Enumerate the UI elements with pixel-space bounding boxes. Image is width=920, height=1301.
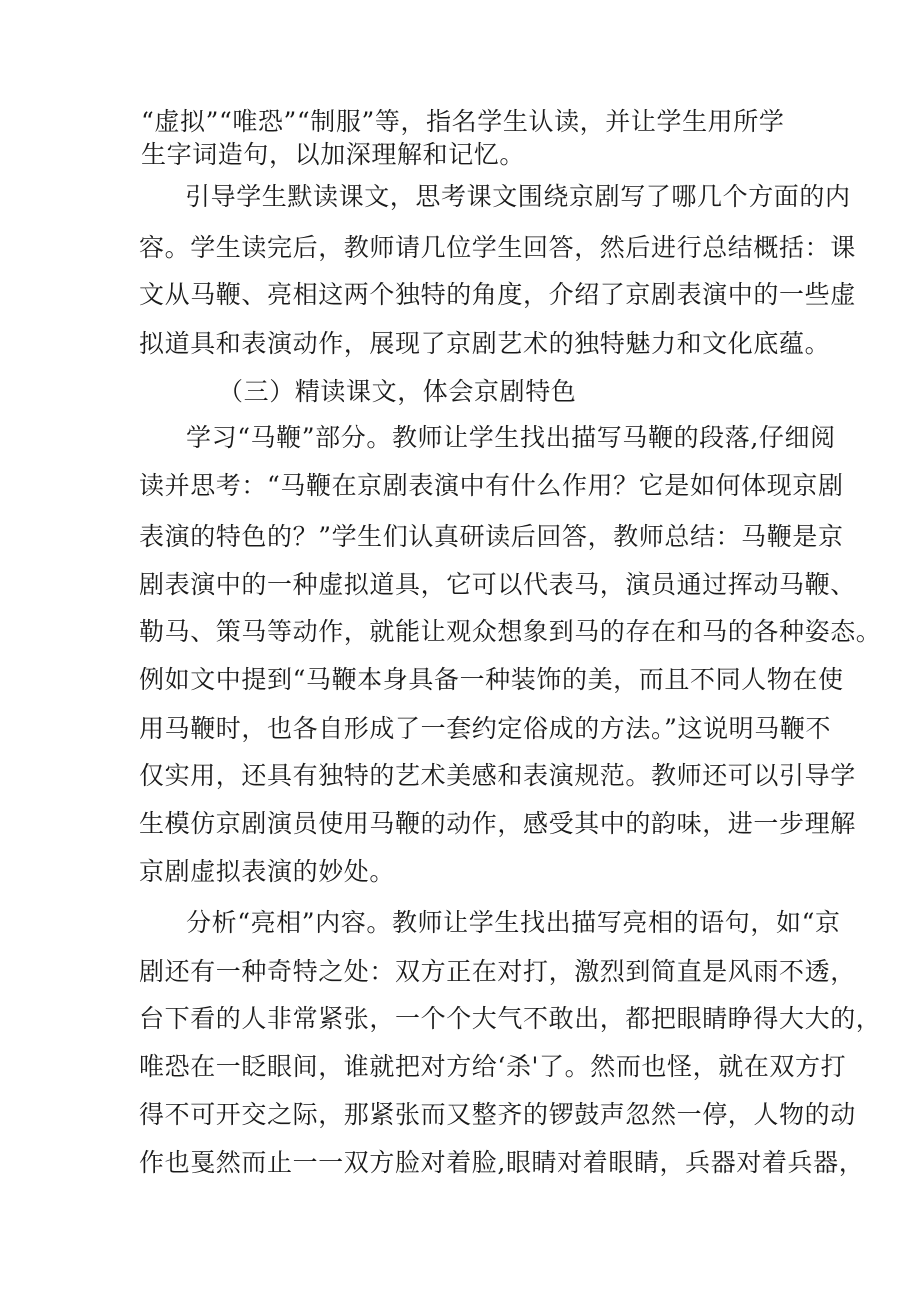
text-line: 京剧虚拟表演的妙处。: [139, 857, 396, 886]
text-line: “虚拟”“唯恐”“制服”等，指名学生认读，并让学生用所学: [141, 107, 785, 136]
section-heading: （三）精读课文，体会京剧特色: [218, 377, 577, 406]
text-line: 得不可开交之际，那紧张而又整齐的锣鼓声忽然一停，人物的动: [139, 1100, 856, 1129]
text-line: 引导学生默读课文，思考课文围绕京剧写了哪几个方面的内: [185, 182, 851, 211]
text-line: 容。学生读完后，教师请几位学生回答，然后进行总结概括：课: [139, 233, 856, 262]
text-line: 分析“亮相”内容。教师让学生找出描写亮相的语句，如“京: [186, 908, 841, 937]
text-line: 勒马、策马等动作，就能让观众想象到马的存在和马的各种姿态。: [139, 617, 882, 646]
text-line: 生模仿京剧演员使用马鞭的动作，感受其中的韵味，进一步理解: [139, 809, 856, 838]
text-line: 台下看的人非常紧张，一个个大气不敢出，都把眼睛睁得大大的，: [139, 1004, 882, 1033]
text-line: 例如文中提到“马鞭本身具备一种装饰的美，而且不同人物在使: [139, 665, 844, 694]
text-line: 读并思考：“马鞭在京剧表演中有什么作用？它是如何体现京剧: [139, 471, 844, 500]
text-line: 学习“马鞭”部分。教师让学生找出描写马鞭的段落,仔细阅: [186, 423, 836, 452]
text-line: 用马鞭时，也各自形成了一套约定俗成的方法。”这说明马鞭不: [139, 714, 832, 743]
text-line: 仅实用，还具有独特的艺术美感和表演规范。教师还可以引导学: [139, 761, 856, 790]
text-line: 拟道具和表演动作，展现了京剧艺术的独特魅力和文化底蕴。: [139, 329, 831, 358]
text-line: 文从马鞭、亮相这两个独特的角度，介绍了京剧表演中的一些虚: [139, 280, 856, 309]
text-line: 表演的特色的？”学生们认真研读后回答，教师总结：马鞭是京: [139, 522, 844, 551]
text-line: 剧还有一种奇特之处：双方正在对打，激烈到简直是风雨不透，: [139, 957, 856, 986]
text-line: 唯恐在一眨眼间，谁就把对方给‘杀'了。然而也怪，就在双方打: [139, 1052, 847, 1081]
text-line: 生字词造句，以加深理解和记忆。: [141, 140, 526, 169]
text-line: 作也戛然而止一一双方脸对着脸,眼睛对着眼睛，兵器对着兵器，: [139, 1148, 865, 1177]
text-line: 剧表演中的一种虚拟道具，它可以代表马，演员通过挥动马鞭、: [139, 570, 856, 599]
